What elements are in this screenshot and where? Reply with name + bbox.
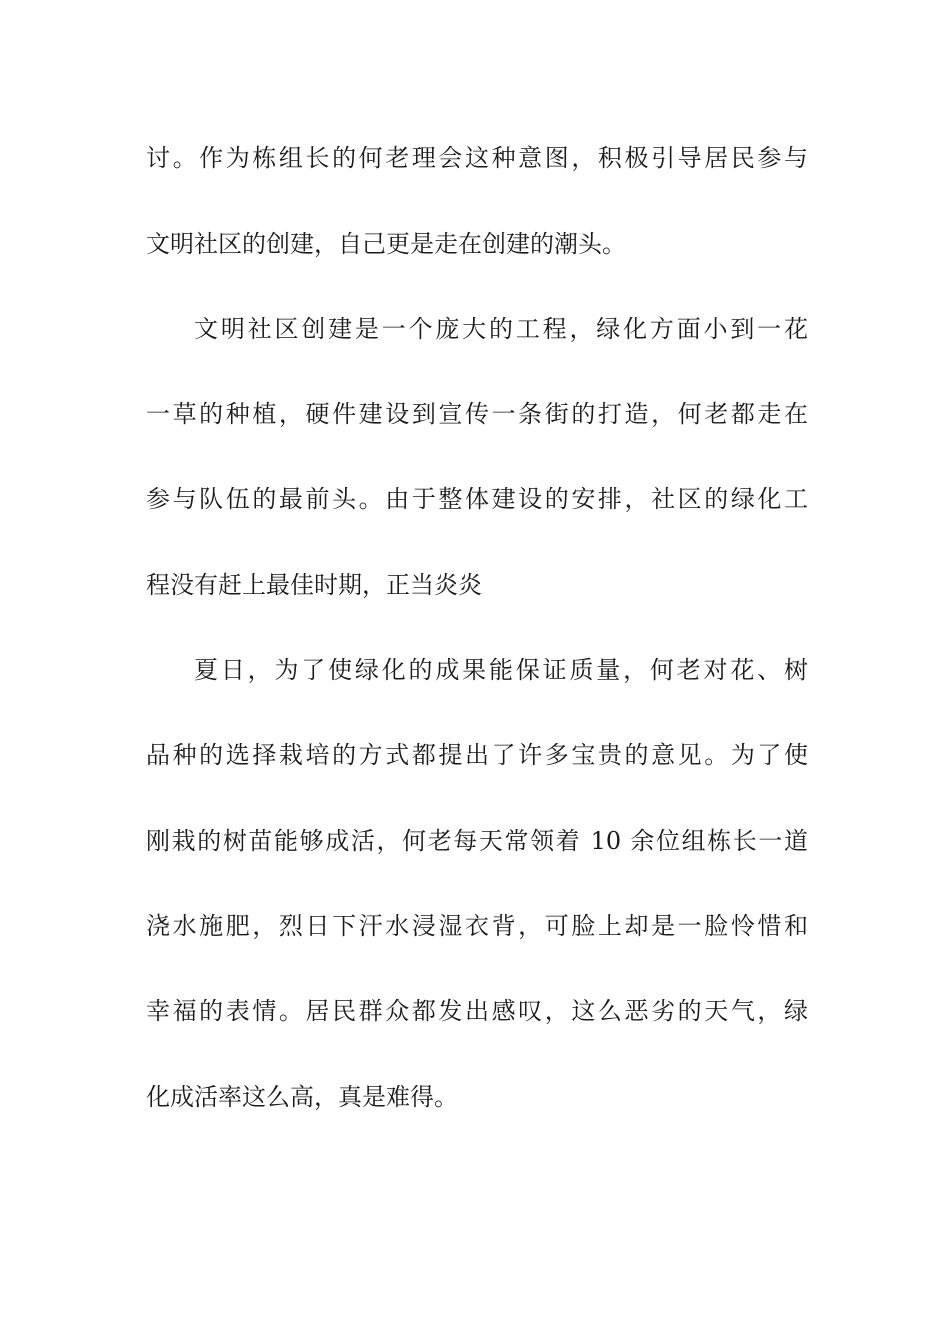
- text-line: 幸福的表情。居民群众都发出感叹，这么恶劣的天气，绿: [146, 997, 808, 1025]
- text-line: 化成活率这么高，真是难得。: [146, 1083, 458, 1111]
- text-line: 讨。作为栋组长的何老理会这种意图，积极引导居民参与: [146, 144, 808, 172]
- paragraph-first-line: 夏日，为了使绿化的成果能保证质量，何老对花、树: [194, 656, 808, 684]
- text-line: 参与队伍的最前头。由于整体建设的安排，社区的绿化工: [146, 485, 808, 513]
- text-line: 文明社区的创建，自己更是走在创建的潮头。: [146, 230, 626, 258]
- text-line: 品种的选择栽培的方式都提出了许多宝贵的意见。为了使: [146, 741, 808, 769]
- paragraph-first-line: 文明社区创建是一个庞大的工程，绿化方面小到一花: [194, 315, 808, 343]
- text-line: 程没有赶上最佳时期，正当炎炎: [146, 571, 482, 599]
- text-line: 刚栽的树苗能够成活，何老每天常领着 10 余位组栋长一道: [146, 827, 808, 855]
- text-line: 一草的种植，硬件建设到宣传一条街的打造，何老都走在: [146, 400, 808, 428]
- text-line: 浇水施肥，烈日下汗水浸湿衣背，可脸上却是一脸怜惜和: [146, 912, 808, 940]
